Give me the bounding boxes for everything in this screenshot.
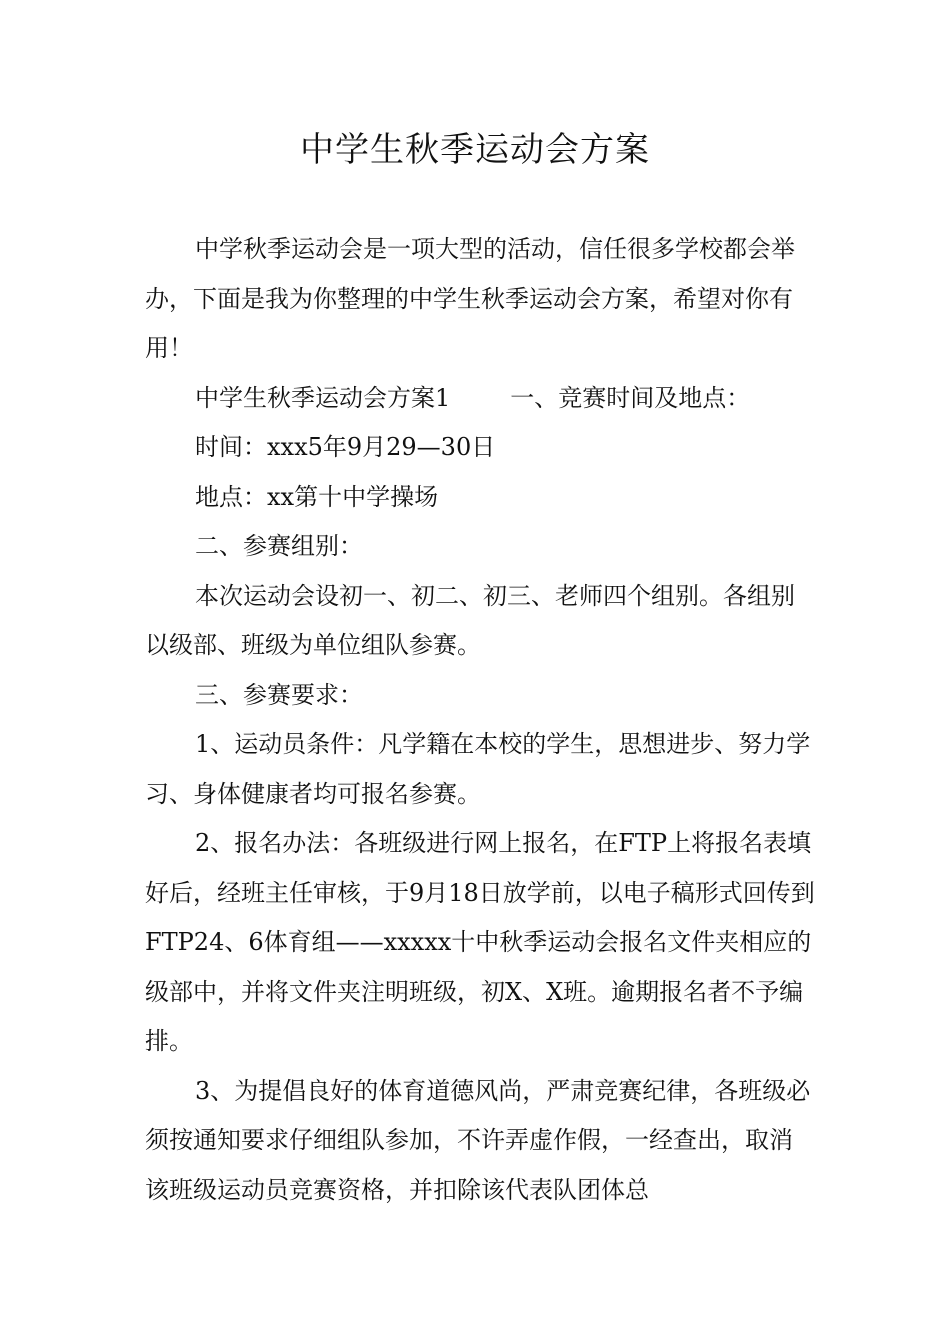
groups-paragraph: 本次运动会设初一、初二、初三、老师四个组别。各组别以级部、班级为单位组队参赛。 [145, 581, 795, 659]
section-one-heading: 一、竞赛时间及地点： [510, 383, 751, 412]
requirement-2-paragraph: 2、报名办法：各班级进行网上报名，在FTP上将报名表填好后，经班主任审核，于9月18日放学前，以电子稿形式回传到FTP24、6体育组——xxxxx十中秋季运动会报名文件夹相应的级部中，并将文件夹注明班级，初X、X班。逾期报名者不予编排。 [145, 829, 815, 1055]
intro-paragraph: 中学秋季运动会是一项大型的活动，信任很多学校都会举办，下面是我为你整理的中学生秋季运动会方案，希望对你有用！ [145, 235, 795, 362]
document-title: 中学生秋季运动会方案 [300, 130, 650, 170]
section-two-heading: 二、参赛组别： [195, 532, 363, 560]
time-line: 时间：xxx5年9月29—30日 [195, 433, 496, 461]
requirement-3-paragraph: 3、为提倡良好的体育道德风尚，严肃竞赛纪律，各班级必须按通知要求仔细组队参加，不许弄虚作假，一经查出，取消该班级运动员竞赛资格，并扣除该代表队团体总 [145, 1076, 811, 1204]
requirement-1-paragraph: 1、运动员条件：凡学籍在本校的学生，思想进步、努力学习、身体健康者均可报名参赛。 [145, 730, 811, 808]
location-line: 地点：xx第十中学操场 [195, 482, 439, 511]
section-heading-line [145, 374, 815, 424]
document-body [145, 225, 815, 1215]
section-three-heading: 三、参赛要求： [195, 680, 363, 709]
plan-heading: 中学生秋季运动会方案1 [195, 383, 451, 412]
